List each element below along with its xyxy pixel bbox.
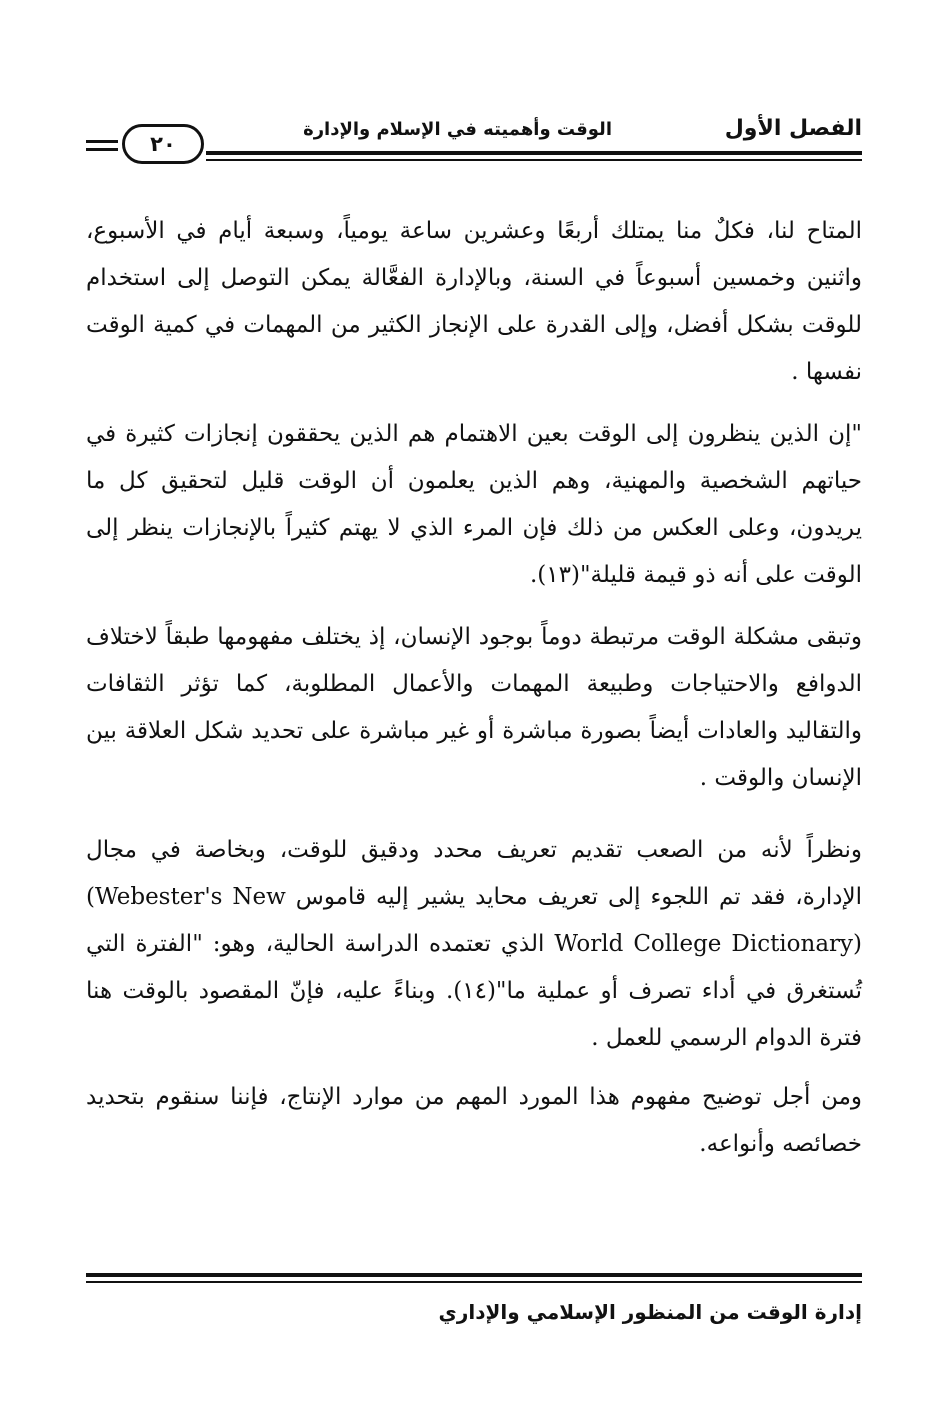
paragraph-text-before: ونظراً لأنه من الصعب تقديم تعريف محدد ودقيق للوقت، وبخاصة في مجال الإدارة، فقد تم اللجوء إلى تعريف محايد يشير إليه قاموس bbox=[86, 837, 862, 910]
footer-book-title: إدارة الوقت من المنظور الإسلامي والإداري bbox=[438, 1300, 862, 1324]
quotation-paragraph: "إن الذين ينظرون إلى الوقت بعين الاهتمام هم الذين يحققون إنجازات كثيرة في حياتهم الشخصية والمهنية، وهم الذين يعلمون أن الوقت قليل لتحقيق كل ما يريدون، وعلى العكس من ذلك فإن المرء الذي لا يهتم كثيراً بالإنجازات ينظر إلى الوقت على أنه ذو قيمة قليلة"(١٣). bbox=[86, 421, 862, 588]
header-rule-thin bbox=[206, 159, 862, 161]
running-title: الوقت وأهميته في الإسلام والإدارة bbox=[303, 119, 612, 140]
header-dash-top bbox=[86, 140, 118, 143]
paragraph: ومن أجل توضيح مفهوم هذا المورد المهم من موارد الإنتاج، فإننا سنقوم بتحديد خصائصه وأنواعه. bbox=[86, 1084, 862, 1157]
page-body bbox=[86, 208, 862, 1183]
dictionary-name: (Webester's New World College Dictionary) bbox=[86, 884, 863, 957]
header-rule-thick bbox=[206, 151, 862, 155]
chapter-title: الفصل الأول bbox=[724, 116, 862, 141]
page-number: ٢٠ bbox=[122, 124, 204, 164]
paragraph-text-after: الذي تعتمده الدراسة الحالية، وهو: "الفترة التي تُستغرق في أداء تصرف أو عملية ما"(١٤). وبناءً عليه، فإنّ المقصود بالوقت هنا فترة الدوام الرسمي للعمل . bbox=[86, 931, 862, 1051]
footer-rule-thin bbox=[86, 1281, 862, 1283]
page-header bbox=[86, 110, 862, 170]
definition-paragraph bbox=[86, 827, 862, 1062]
footer-rule-thick bbox=[86, 1273, 862, 1277]
header-dash-bottom bbox=[86, 148, 118, 151]
paragraph: المتاح لنا، فكلٌ منا يمتلك أربعًا وعشرين ساعة يومياً، وسبعة أيام في الأسبوع، واثنين وخمسين أسبوعاً في السنة، وبالإدارة الفعَّالة يمكن التوصل إلى استخدام للوقت بشكل أفضل، وإلى القدرة على الإنجاز الكثير من المهمات في كمية الوقت نفسها . bbox=[86, 218, 862, 385]
paragraph: وتبقى مشكلة الوقت مرتبطة دوماً بوجود الإنسان، إذ يختلف مفهومها طبقاً لاختلاف الدوافع والاحتياجات وطبيعة المهمات والأعمال المطلوبة، كما تؤثر الثقافات والتقاليد والعادات أيضاً بصورة مباشرة أو غير مباشرة على تحديد شكل العلاقة بين الإنسان والوقت . bbox=[86, 624, 862, 791]
